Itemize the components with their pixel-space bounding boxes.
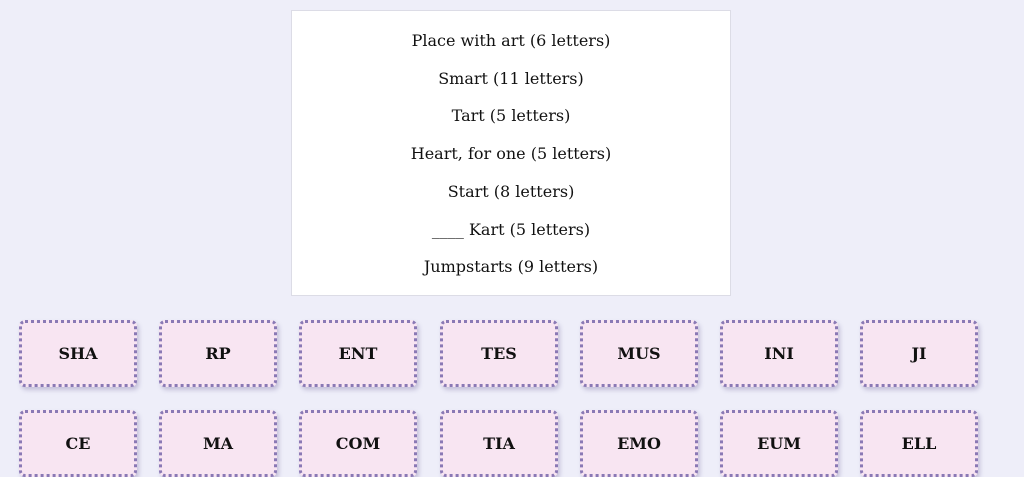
letter-tile[interactable]: CE (19, 410, 137, 477)
clue-4: Heart, for one (5 letters) (410, 144, 612, 164)
clue-7: Jumpstarts (9 letters) (423, 257, 599, 277)
letter-tile[interactable]: JI (860, 320, 978, 387)
clue-5: Start (8 letters) (447, 181, 575, 201)
letter-tile[interactable]: RP (159, 320, 277, 387)
letter-tile[interactable]: TES (440, 320, 558, 387)
letter-tile[interactable]: MA (159, 410, 277, 477)
letter-tile[interactable]: SHA (19, 320, 137, 387)
letter-tile[interactable]: ELL (860, 410, 978, 477)
letter-tile[interactable]: MUS (580, 320, 698, 387)
letter-tile[interactable]: COM (299, 410, 417, 477)
letter-tile[interactable]: INI (720, 320, 838, 387)
letter-tile[interactable]: ENT (299, 320, 417, 387)
letter-tile[interactable]: EMO (580, 410, 698, 477)
clue-panel (291, 10, 731, 296)
letter-tile[interactable]: TIA (440, 410, 558, 477)
letter-tile[interactable]: EUM (720, 410, 838, 477)
clue-1: Place with art (6 letters) (411, 31, 611, 50)
clue-6: ____ Kart (5 letters) (431, 219, 591, 239)
clue-3: Tart (5 letters) (451, 106, 571, 126)
clue-2: Smart (11 letters) (438, 68, 584, 88)
